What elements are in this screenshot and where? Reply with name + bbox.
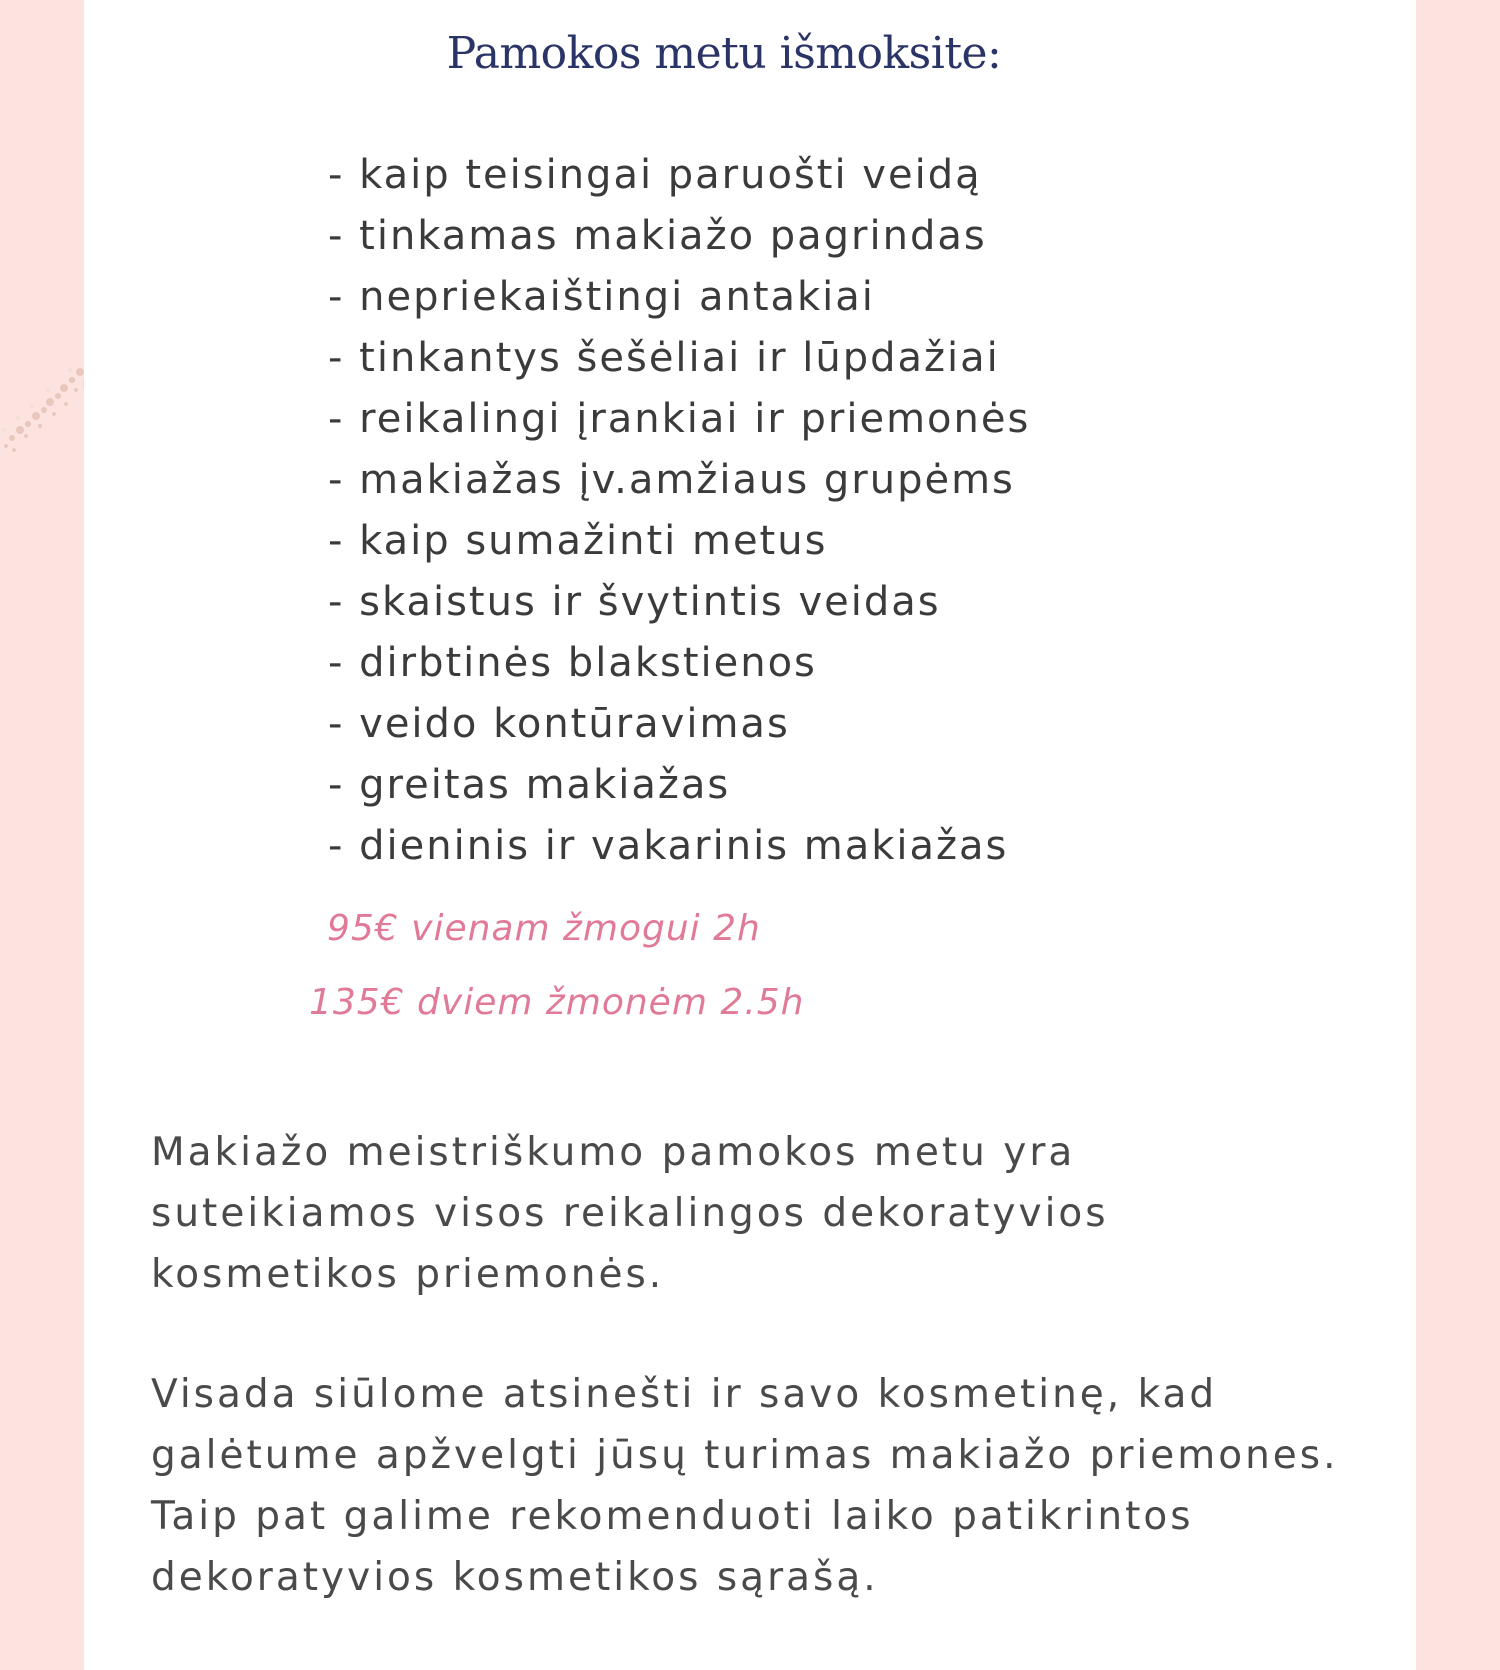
paragraph-cosmetics-provided: Makiažo meistriškumo pamokos metu yra suteikiamos visos reikalingos dekoratyvios kosmetikos priemonės. [151, 1130, 1109, 1297]
list-item: - veido kontūravimas [328, 701, 790, 747]
glitter-decoration [0, 360, 90, 480]
list-item: - tinkamas makiažo pagrindas [328, 213, 987, 259]
list-item: - tinkantys šešėliai ir lūpdažiai [328, 335, 1000, 381]
list-item: - reikalingi įrankiai ir priemonės [328, 396, 1031, 442]
list-item: - kaip sumažinti metus [328, 518, 828, 564]
section-title: Pamokos metu išmoksite: [446, 28, 1002, 79]
list-item: - nepriekaištingi antakiai [328, 274, 875, 320]
list-item: - kaip teisingai paruošti veidą [328, 152, 982, 198]
content-card [84, 0, 1416, 1670]
list-item: - dirbtinės blakstienos [328, 640, 817, 686]
list-item: - greitas makiažas [328, 762, 731, 808]
price-single: 95€ vienam žmogui 2h [327, 908, 761, 949]
paragraph-bring-cosmetics: Visada siūlome atsinešti ir savo kosmetinę, kad galėtume apžvelgti jūsų turimas makiažo priemones. Taip pat galime rekomenduoti laiko patikrintos dekoratyvios kosmetikos sąrašą. [151, 1372, 1339, 1600]
price-double: 135€ dviem žmonėm 2.5h [309, 982, 805, 1023]
list-item: - skaistus ir švytintis veidas [328, 579, 941, 625]
list-item: - dieninis ir vakarinis makiažas [328, 823, 1009, 869]
list-item: - makiažas įv.amžiaus grupėms [328, 457, 1015, 503]
topics-list [328, 145, 1030, 877]
